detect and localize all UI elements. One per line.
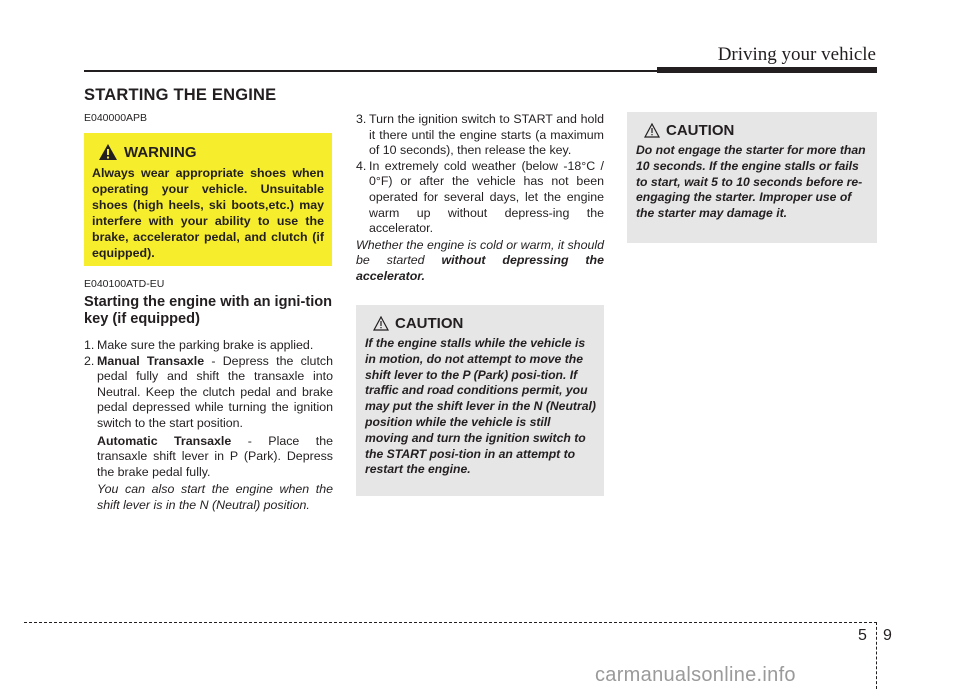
step-text: Make sure the parking brake is applied. [97,338,314,352]
caution-triangle-icon [644,123,660,138]
automatic-transaxle-paragraph [84,434,333,481]
warning-triangle-icon [98,143,118,161]
footer-rule [24,622,877,623]
step-number: 2. [84,353,95,368]
automatic-transaxle-label: Automatic Transaxle [97,433,232,448]
caution-text: If the engine stalls while the vehicle is in motion, do not attempt to move the shift lever to the P (Park) posi-tion. If traffic and road conditions permit, you may put the shift lever in the N (Neutral) position while the vehicle is still moving and turn the ignition switch to the START posi-tion in an attempt to restart the engine. [365,336,596,477]
middle-column-steps [356,112,604,285]
neutral-note: You can also start the engine when the shift lever is in the N (Neutral) position. [97,482,333,512]
step-number: 4. [356,158,367,173]
section-code: E040000APB [84,112,148,124]
caution-text: Do not engage the starter for more than 10 seconds. If the engine stalls or fails to start, wait 5 to 10 seconds before re-engaging the starter. Improper use of the starter may damage it. [636,143,866,221]
step-number: 1. [84,338,95,352]
note-text: Whether the engine is cold or warm, it should be started [356,237,604,268]
step-1 [84,338,333,354]
manual-transaxle-label: Manual Transaxle [97,353,205,368]
chapter-number: 5 [858,627,867,644]
warning-title: WARNING [124,143,197,161]
step-4 [356,159,604,237]
page-number: 9 [883,627,892,644]
step-3 [356,112,604,159]
caution-title: CAUTION [395,315,464,332]
note-emphasis: without depressing the accelerator. [356,253,604,283]
page-number-separator [876,622,877,689]
step-2 [84,354,333,432]
warning-box [84,133,332,266]
caution-box-right [627,112,877,243]
warning-text: Always wear appropriate shoes when operating your vehicle. Unsuitable shoes (high heels, ski boots,etc.) may interfere with your ability to use the brake, accelerator pedal, and clutch (if equipped). [92,166,324,260]
caution-triangle-icon [373,316,389,331]
main-heading: STARTING THE ENGINE [84,86,277,104]
subsection-code: E040100ATD-EU [84,278,165,290]
subheading: Starting the engine with an igni-tion key (if equipped) [84,294,333,327]
step-text: - Depress the clutch pedal fully and shift the transaxle into Neutral. Keep the clutch pedal and brake pedal depressed while turning the ignition switch to the start position. [97,353,333,430]
section-title: Driving your vehicle [717,44,876,65]
step-text: In extremely cold weather (below -18°C / 0°F) or after the vehicle has not been operated for several days, let the engine warm up without depress-ing the accelerator. [369,158,604,236]
caution-title: CAUTION [666,122,735,139]
step-text: Turn the ignition switch to START and hold it there until the engine starts (a maximum of 10 seconds), then release the key. [369,112,604,158]
cold-warm-note [356,238,604,285]
step-number: 3. [356,112,367,126]
caution-box-middle [356,305,604,496]
left-column-steps [84,338,333,514]
watermark: carmanualsonline.info [595,664,796,686]
header-rule-accent [657,67,877,73]
step-text: - Place the transaxle shift lever in P (Park). Depress the brake pedal fully. [97,433,333,479]
